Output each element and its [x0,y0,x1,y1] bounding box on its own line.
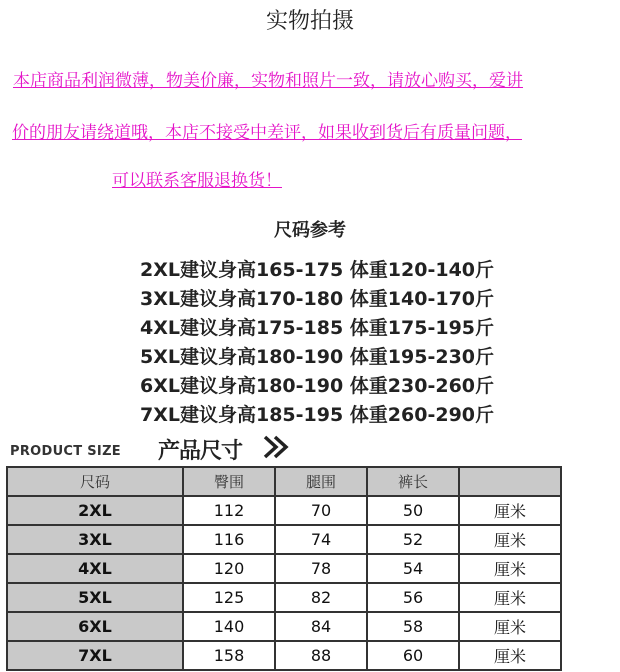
column-header [459,467,561,496]
length-cell: 54 [367,554,459,583]
table-row [7,554,561,583]
size-table [6,466,562,671]
hip-cell: 158 [183,641,275,670]
length-cell: 60 [367,641,459,670]
thigh-cell: 84 [275,612,367,641]
size-reference-line: 7XL建议身高185-195 体重260-290斤 [140,404,495,426]
hip-cell: 112 [183,496,275,525]
size-cell: 7XL [7,641,183,670]
thigh-cell: 88 [275,641,367,670]
table-header-row [7,467,561,496]
length-cell: 56 [367,583,459,612]
table-row [7,496,561,525]
column-header: 腿围 [275,467,367,496]
size-cell: 4XL [7,554,183,583]
column-header: 尺码 [7,467,183,496]
size-reference-list [140,256,494,430]
size-cell: 2XL [7,496,183,525]
size-reference-line: 4XL建议身高175-185 体重175-195斤 [140,317,495,339]
size-cell: 3XL [7,525,183,554]
arrow-right-icon [262,434,292,460]
table-row [7,583,561,612]
unit-cell: 厘米 [459,641,561,670]
product-size-section [0,430,620,672]
size-cell: 5XL [7,583,183,612]
notice-line-1: 本店商品利润微薄，物美价廉，实物和照片一致，请放心购买，爱讲 [13,71,523,91]
table-row [7,641,561,670]
thigh-cell: 70 [275,496,367,525]
unit-cell: 厘米 [459,554,561,583]
notice-line-2: 价的朋友请绕道哦，本店不接受中差评，如果收到货后有质量问题， [12,123,522,143]
thigh-cell: 74 [275,525,367,554]
hip-cell: 140 [183,612,275,641]
unit-cell: 厘米 [459,496,561,525]
page-title: 实物拍摄 [265,9,354,34]
table-row [7,612,561,641]
size-reference-heading: 尺码参考 [274,220,346,241]
length-cell: 52 [367,525,459,554]
unit-cell: 厘米 [459,612,561,641]
thigh-cell: 82 [275,583,367,612]
hip-cell: 120 [183,554,275,583]
length-cell: 50 [367,496,459,525]
unit-cell: 厘米 [459,583,561,612]
size-reference-line: 3XL建议身高170-180 体重140-170斤 [140,288,495,310]
hip-cell: 125 [183,583,275,612]
table-row [7,525,561,554]
hip-cell: 116 [183,525,275,554]
product-size-label-cn: 产品尺寸 [158,439,243,464]
size-reference-line: 6XL建议身高180-190 体重230-260斤 [140,375,495,397]
length-cell: 58 [367,612,459,641]
product-size-label: PRODUCT SIZE [10,444,121,459]
unit-cell: 厘米 [459,525,561,554]
notice-line-3: 可以联系客服退换货！ [112,171,282,191]
size-reference-line: 5XL建议身高180-190 体重195-230斤 [140,346,495,368]
column-header: 臀围 [183,467,275,496]
size-cell: 6XL [7,612,183,641]
size-reference-line: 2XL建议身高165-175 体重120-140斤 [140,259,495,281]
column-header: 裤长 [367,467,459,496]
thigh-cell: 78 [275,554,367,583]
